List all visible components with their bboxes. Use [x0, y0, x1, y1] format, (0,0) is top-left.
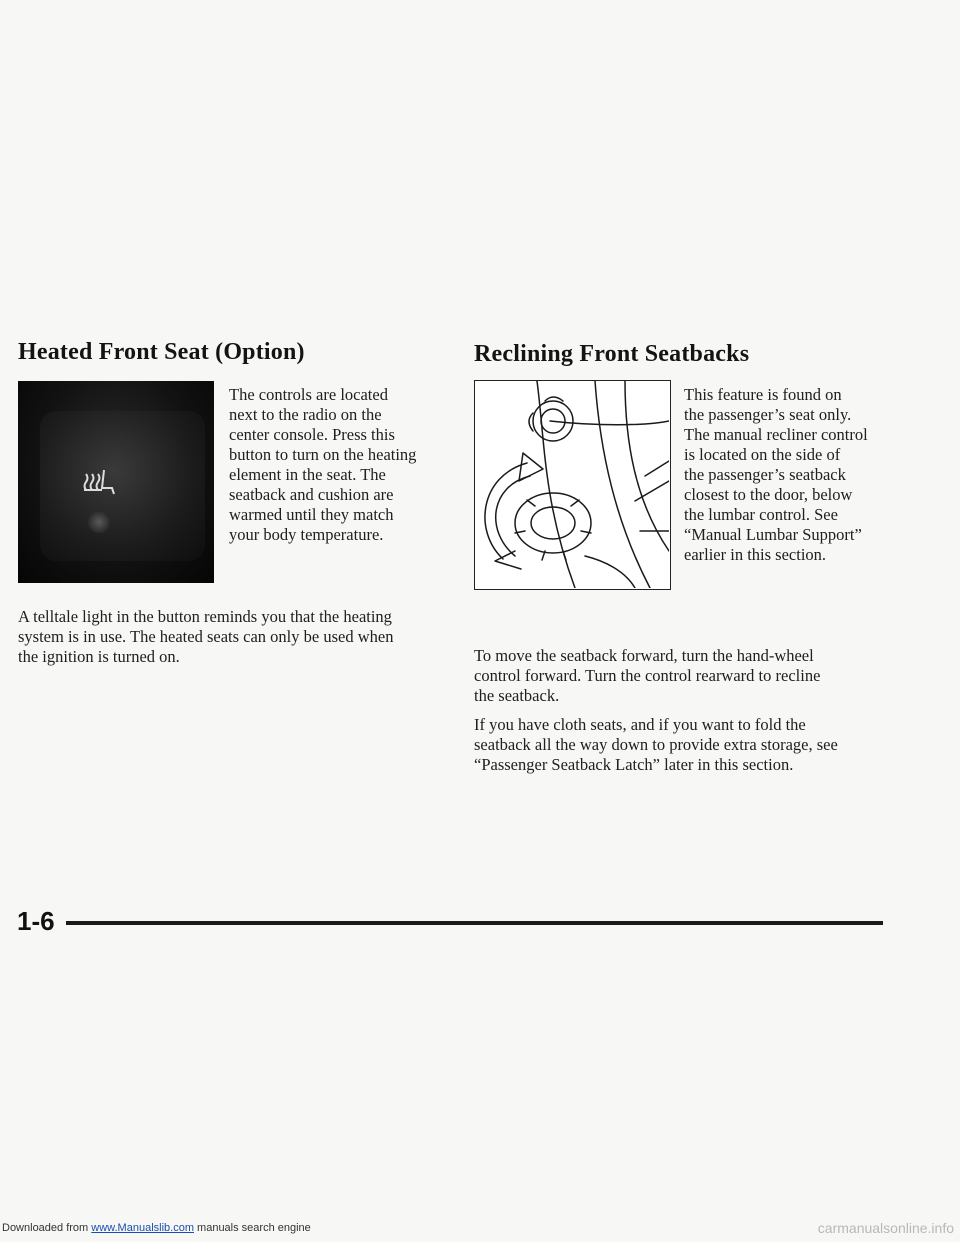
text-line: next to the radio on the [229, 405, 382, 424]
text-line: earlier in this section. [684, 545, 827, 564]
footer-suffix: manuals search engine [193, 1222, 311, 1234]
recliner-side-text [684, 385, 868, 565]
text-line: the passenger’s seatback [684, 465, 846, 484]
heated-seat-icon [80, 466, 120, 498]
control-panel [40, 411, 205, 561]
text-line: The controls are located [229, 385, 388, 404]
text-line: seatback all the way down to provide extra storage, see [474, 735, 838, 754]
text-line: closest to the door, below [684, 485, 853, 504]
footer-prefix: Downloaded from [2, 1222, 92, 1234]
text-line: the passenger’s seat only. [684, 405, 852, 424]
page-number: 1-6 [17, 906, 55, 936]
text-line: warmed until they match [229, 505, 394, 524]
text-line: is located on the side of [684, 445, 841, 464]
text-line: button to turn on the heating [229, 445, 417, 464]
text-line: “Passenger Seatback Latch” later in this section. [474, 755, 794, 774]
telltale-light [88, 511, 110, 533]
text-line: seatback and cushion are [229, 485, 394, 504]
download-footer [2, 1222, 311, 1234]
text-line: system is in use. The heated seats can only be used when [18, 627, 394, 646]
text-line: the ignition is turned on. [18, 647, 180, 666]
footer-rule [66, 921, 883, 925]
text-line: “Manual Lumbar Support” [684, 525, 862, 544]
heated-seat-side-text [229, 385, 416, 545]
text-line: your body temperature. [229, 525, 384, 544]
recliner-paragraph-2 [474, 715, 838, 775]
text-line: the lumbar control. See [684, 505, 838, 524]
recliner-handwheel-illustration [475, 381, 669, 588]
text-line: If you have cloth seats, and if you want to fold the [474, 715, 806, 734]
text-line: the seatback. [474, 686, 560, 705]
text-line: control forward. Turn the control rearward to recline [474, 666, 821, 685]
text-line: This feature is found on [684, 385, 842, 404]
section-title-heated-seat: Heated Front Seat (Option) [18, 339, 305, 365]
manualslib-link[interactable]: www.Manualslib.com [91, 1222, 194, 1234]
text-line: center console. Press this [229, 425, 395, 444]
section-title-reclining-seatbacks: Reclining Front Seatbacks [474, 341, 750, 367]
text-line: A telltale light in the button reminds you that the heating [18, 607, 392, 626]
recliner-paragraph-1 [474, 646, 820, 706]
heated-seat-button-photo [18, 381, 214, 583]
text-line: The manual recliner control [684, 425, 868, 444]
text-line: To move the seatback forward, turn the hand-wheel [474, 646, 814, 665]
recliner-control-diagram [474, 380, 671, 590]
heated-seat-paragraph [18, 607, 393, 667]
text-line: element in the seat. The [229, 465, 386, 484]
watermark: carmanualsonline.info [817, 1220, 954, 1236]
